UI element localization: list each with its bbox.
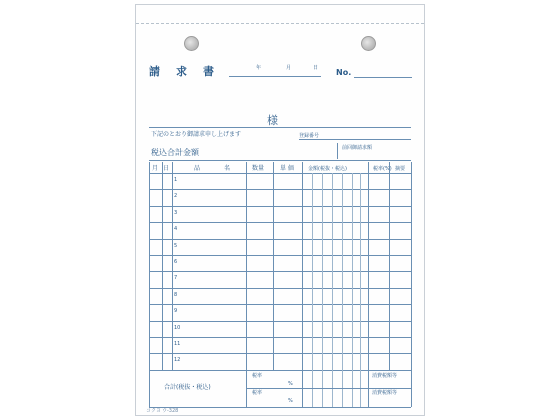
tax-rate-label-2: 税率 [252,390,263,396]
row-line [149,206,411,207]
col-unit-price-header: 単 価 [280,165,294,172]
row-number: 4 [174,226,178,233]
column-divider [368,162,369,370]
column-divider [273,162,274,370]
table-bottom-line [149,407,411,408]
row-line [149,337,411,338]
column-divider [302,162,303,370]
row-number: 7 [174,275,178,282]
prev-balance-label: 前回御請求額 [342,145,373,151]
tax-amount-label-1: 消費税額等 [372,373,398,379]
column-divider [162,162,163,370]
col-tax-rate-header: 税率(%) [373,166,392,172]
binding-strip [136,5,424,24]
registration-number-label: 登録番号 [299,133,320,139]
title-char: 書 [203,65,214,78]
column-divider [172,162,173,370]
prev-balance-divider [337,143,338,159]
row-line [149,271,411,272]
row-number: 12 [174,357,181,364]
column-divider [389,162,390,370]
row-line [149,288,411,289]
row-line [149,304,411,305]
digit-divider [352,173,353,370]
title-char: 請 [149,65,160,78]
model-label: ウ-328 [162,408,179,414]
date-underline [229,76,321,77]
row-number: 3 [174,209,178,216]
digit-divider [342,173,343,370]
digit-divider [322,173,323,370]
addressee-line [149,127,411,128]
registration-underline [299,139,411,140]
column-divider [246,162,247,370]
row-line [149,189,411,190]
title-char: 求 [176,65,187,78]
col-amount-header: 金額(税抜・税込) [308,166,347,172]
col-month-header: 月 [152,165,159,172]
percent-sign-1: % [288,381,293,387]
punch-hole-right [361,36,376,51]
total-label: 合計(税抜・税込) [164,384,211,391]
header-bottom-line [149,173,411,174]
date-month-label: 月 [286,65,292,71]
col-name-header: 名 [224,165,231,172]
row-number: 9 [174,308,178,315]
punch-hole-left [184,36,199,51]
date-day-label: 日 [313,65,319,71]
number-underline [354,77,412,78]
row-line [149,370,411,371]
row-number: 2 [174,193,178,200]
digit-divider [312,173,313,370]
row-number: 1 [174,177,178,183]
col-item-header: 品 [194,165,201,172]
row-number: 10 [174,324,181,331]
number-label: No. [336,68,352,77]
row-number: 8 [174,291,178,298]
invoice-message: 下記のとおり御請求申し上げます [151,131,242,138]
digit-divider [360,173,361,370]
col-remarks-header: 摘要 [395,166,406,172]
row-number: 6 [174,259,178,265]
col-quantity-header: 数量 [252,165,265,172]
tax-rate-label-1: 税率 [252,373,263,379]
table-right-border [411,162,412,407]
percent-sign-2: % [288,398,293,404]
honorific-sama: 様 [267,114,278,127]
row-line [149,222,411,223]
row-number: 5 [174,242,178,249]
tax-total-label: 税込合計金額 [151,148,199,157]
row-line [149,353,411,354]
brand-label: コクヨ [146,408,162,414]
invoice-sheet [135,4,425,416]
col-day-header: 日 [163,165,170,172]
row-line [149,255,411,256]
row-number: 11 [174,341,181,347]
digit-divider [332,173,333,370]
tax-amount-label-2: 消費税額等 [372,390,398,396]
date-year-label: 年 [256,65,262,71]
tax-total-underline [149,160,411,161]
row-line [149,239,411,240]
row-line [149,321,411,322]
